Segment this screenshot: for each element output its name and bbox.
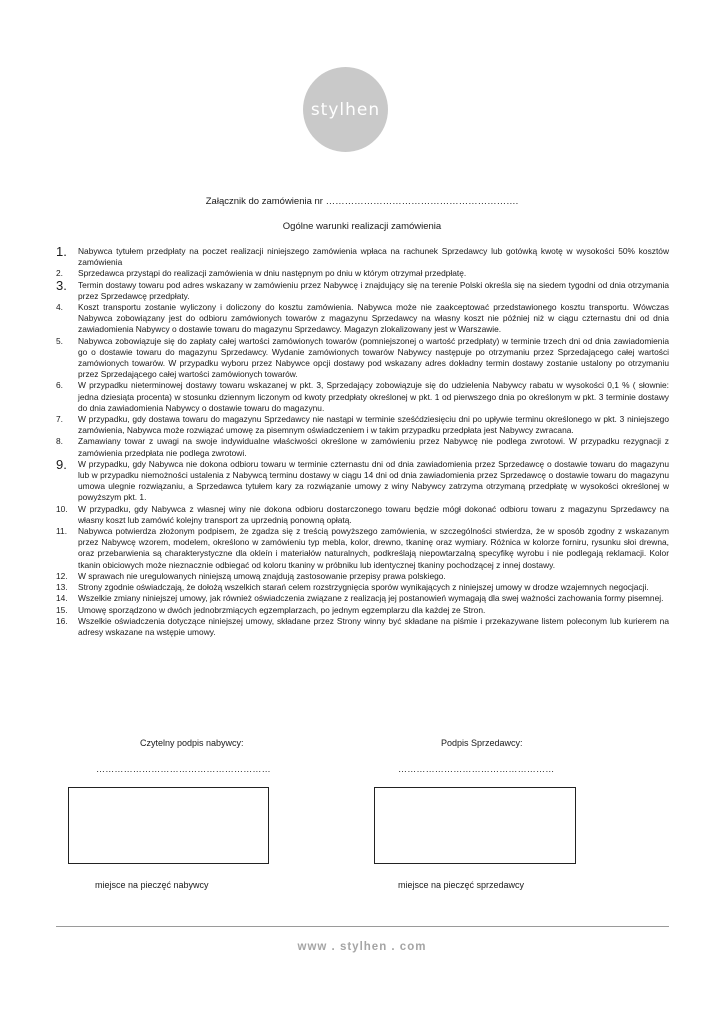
term-text: W przypadku nieterminowej dostawy towaru wskazanej w pkt. 3, Sprzedający zobowiązuje się do udzielenia Nabywcy rabatu w wysokości 0,1 % ( słownie: jedna dziesiąta procenta) w stosunku dziennym liczonym od kwoty przedpłaty określonej w pkt. 1 od pierwszego dnia po określonym w pkt. 3 terminie dostawy do dnia zawiadomienia Nabywcy o dostawie towaru do magazynu. bbox=[78, 380, 669, 413]
term-number: 12. bbox=[56, 570, 68, 581]
term-item bbox=[56, 380, 669, 414]
term-number: 5. bbox=[56, 335, 63, 346]
term-item bbox=[56, 246, 669, 268]
buyer-signature-label: Czytelny podpis nabywcy: bbox=[140, 738, 244, 748]
term-item bbox=[56, 605, 669, 616]
seller-signature-label: Podpis Sprzedawcy: bbox=[441, 738, 523, 748]
term-item bbox=[56, 593, 669, 604]
term-number: 4. bbox=[56, 302, 63, 313]
term-item bbox=[56, 414, 669, 436]
term-item bbox=[56, 616, 669, 638]
term-number: 2. bbox=[56, 268, 63, 279]
buyer-signature-line: ………………………………………………… bbox=[96, 764, 271, 774]
term-item bbox=[56, 504, 669, 526]
term-number: 14. bbox=[56, 593, 68, 604]
term-text: Nabywca potwierdza złożonym podpisem, że zgadza się z treścią powyższego zamówienia, w szczególności stwierdza, że w sposób zgodny z wskazanym przez Nabywcę wzorem, modelem, określono w zamówieniu typ mebla, kolor, drewno, tkaninę oraz wymiary. Różnica w kolorze forniru, rysunku słoi drewna, oraz przebarwienia są charakterystyczne dla okleín i materiałów naturalnych, podkreślają niepowtarzalną specyfikę wyrobu i nie podlegają reklamacji. Kolor tkanin obiciowych może nieznacznie odbiegać od koloru tkaniny w próbniku lub identycznej tkaniny pochodzącej z innej dostawy. bbox=[78, 526, 669, 570]
logo-text: stylhen bbox=[310, 99, 381, 120]
term-item bbox=[56, 277, 669, 302]
term-text: W przypadku, gdy Nabywca nie dokona odbioru towaru w terminie czternastu dni od dnia zawiadomienia przez Sprzedawcę o dostawie towaru do magazynu lub w przypadku niemożności ustalenia z Nabywcą terminu dostawy w ciągu 14 dni od dnia zawiadomienia przez Sprzedawcę o dostawie towaru do magazynu umowa ulegnie rozwiązaniu, a Sprzedawca tytułem kary za rozwiązanie umowy z winy Nabywcy zatrzyma otrzymaną przedpłatę w wysokości określonej w powyższym pkt. 1. bbox=[78, 458, 669, 503]
term-text: Nabywca tytułem przedpłaty na poczet realizacji niniejszego zamówienia wpłaca na rachunek Sprzedawcy lub gotówką kwotę w wysokości 50% kosztów zamówienia bbox=[78, 246, 669, 268]
term-item bbox=[56, 336, 669, 381]
term-number: 7. bbox=[56, 414, 63, 425]
buyer-stamp-box bbox=[68, 787, 269, 864]
term-text: Sprzedawca przystąpi do realizacji zamówienia w dniu następnym po dniu w którym otrzymał przedpłatę. bbox=[78, 268, 467, 279]
term-text: Wszelkie zmiany niniejszej umowy, jak również oświadczenia związane z realizacją jej postanowień wymagają dla swej ważności zachowania formy pisemnej. bbox=[78, 593, 664, 604]
term-number: 11. bbox=[56, 526, 68, 537]
term-text: Wszelkie oświadczenia dotyczące niniejszej umowy, składane przez Strony winny być składane na piśmie i przekazywane listem poleconym lub kurierem na adresy wskazane na wstępie umowy. bbox=[78, 615, 669, 637]
seller-stamp-label: miejsce na pieczęć sprzedawcy bbox=[398, 880, 525, 890]
attachment-line: Załącznik do zamówienia nr ……………………………………………………. bbox=[205, 196, 519, 207]
document-title: Ogólne warunki realizacji zamówienia bbox=[282, 221, 442, 232]
seller-signature-line: …………………………………………… bbox=[398, 764, 555, 774]
term-text: W przypadku, gdy dostawa towaru do magazynu Sprzedawcy nie nastąpi w terminie sześćdziesięciu dni po upływie terminu określonego w pkt. 3 niniejszego zamówienia, Nabywca może rozwiązać umowę za pisemnym oświadczeniem i w takim przypadku przedpłata jest Nabywcy zwracana. bbox=[78, 414, 669, 436]
term-number: 3. bbox=[56, 277, 67, 293]
term-text: Strony zgodnie oświadczają, że dołożą wszelkich starań celem rozstrzygnięcia sporów wynikających z niniejszej umowy w drodze wzajemnych negocjacji. bbox=[78, 582, 649, 593]
term-text: Zamawiany towar z uwagi na swoje indywidualne właściwości określone w zamówieniu przez Nabywcę nie podlega zwrotowi. W przypadku rezygnacji z zamówienia przedpłata nie podlega zwrotowi. bbox=[78, 436, 669, 458]
brand-logo bbox=[303, 67, 388, 152]
term-number: 9. bbox=[56, 456, 67, 472]
term-item bbox=[56, 582, 669, 593]
term-number: 1. bbox=[56, 244, 67, 259]
term-item bbox=[56, 571, 669, 582]
term-number: 16. bbox=[56, 615, 68, 626]
term-text: W przypadku, gdy Nabywca z własnej winy nie dokona odbioru dostarczonego towaru będzie mógł dokonać odbioru towaru z magazynu Sprzedawcy na własny koszt lub zamówić kolejny transport za uprzednią ponowną opłatą. bbox=[78, 503, 669, 525]
term-item bbox=[56, 526, 669, 571]
term-text: Nabywca zobowiązuje się do zapłaty całej wartości zamówionych towarów (pomniejszonej o wartość przedpłaty) w terminie trzech dni od dnia zawiadomienia go o dostawie towaru do magazynu Sprzedawcy. Wydanie zamówionych towarów Nabywcy następuje po otrzymaniu przez Sprzedającego całej wartości zamówionych towarów. W przypadku wyboru przez Nabywce opcji dostawy pod wskazany adres dokładny termin dostawy zostanie ustalony po otrzymaniu przez Sprzedającego całej wartości zamówionych towarów. bbox=[78, 335, 669, 380]
term-number: 13. bbox=[56, 582, 68, 593]
seller-stamp-box bbox=[374, 787, 576, 864]
term-number: 10. bbox=[56, 503, 68, 514]
term-text: Koszt transportu zostanie wyliczony i doliczony do kosztu zamówienia. Nabywca może nie zaakceptować przedstawionego kosztu transportu. Wówczas Nabywca zobowiązany jest do odbioru zamówionych towarów z magazynu Sprzedawcy na własny koszt nie później niż w ciągu czternastu dni od dnia zawiadomienia Nabywcy o dostawie towaru do magazynu Sprzedawcy. Magazyn zlokalizowany jest w Warszawie. bbox=[78, 302, 669, 335]
term-number: 8. bbox=[56, 436, 63, 447]
buyer-stamp-label: miejsce na pieczęć nabywcy bbox=[95, 880, 209, 890]
terms-list bbox=[56, 246, 669, 638]
term-item bbox=[56, 456, 669, 504]
term-number: 15. bbox=[56, 604, 68, 615]
term-text: Termin dostawy towaru pod adres wskazany w zamówieniu przez Nabywcę i znajdujący się na terenie Polski określa się na siedem tygodni od dnia otrzymania przez Sprzedawcę przedpłaty. bbox=[78, 279, 669, 301]
term-text: W sprawach nie uregulowanych niniejszą umową znajdują zastosowanie przepisy prawa polskiego. bbox=[78, 570, 446, 581]
footer-website: www . stylhen . com bbox=[297, 941, 427, 953]
term-item bbox=[56, 302, 669, 336]
term-item bbox=[56, 436, 669, 458]
term-item bbox=[56, 268, 669, 279]
footer-divider bbox=[56, 926, 669, 927]
term-number: 6. bbox=[56, 380, 63, 391]
term-text: Umowę sporządzono w dwóch jednobrzmiących egzemplarzach, po jednym egzemplarzu dla każdej ze Stron. bbox=[78, 604, 486, 615]
